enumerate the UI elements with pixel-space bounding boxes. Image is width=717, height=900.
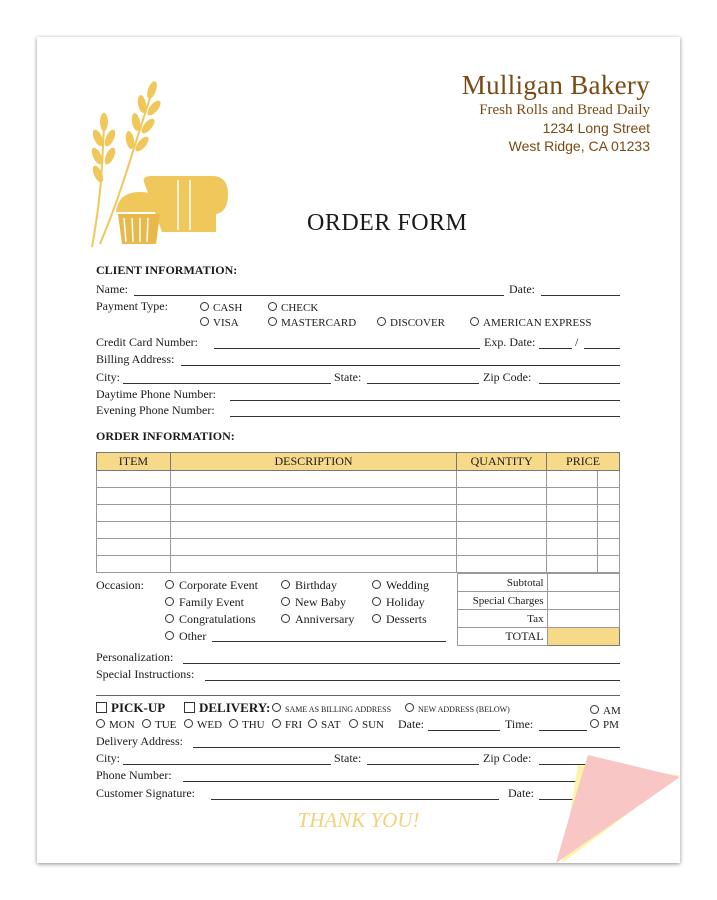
delivery-zip-label: Zip Code:	[483, 751, 532, 765]
special-charges-field[interactable]	[547, 592, 619, 610]
cc-field[interactable]	[214, 348, 480, 349]
special-instructions-field[interactable]	[205, 680, 620, 681]
delivery-address-label: Delivery Address:	[96, 734, 183, 748]
day-phone-field[interactable]	[230, 400, 620, 401]
bakery-tagline: Fresh Rolls and Bread Daily	[479, 102, 650, 118]
signature-label: Customer Signature:	[96, 786, 195, 800]
subtotal-label: Subtotal	[458, 574, 548, 592]
delivery-city-label: City:	[96, 751, 121, 765]
totals-table	[457, 573, 620, 646]
col-item: ITEM	[97, 453, 171, 471]
state-label: State:	[334, 370, 362, 384]
total-label: TOTAL	[458, 628, 548, 646]
day-sun-radio[interactable]: SUN	[349, 719, 384, 731]
delivery-checkbox[interactable]: DELIVERY:	[184, 700, 270, 716]
payment-discover-radio[interactable]: DISCOVER	[377, 317, 445, 329]
name-field[interactable]	[134, 295, 504, 296]
day-mon-radio[interactable]: MON	[96, 719, 135, 731]
delivery-phone-label: Phone Number:	[96, 768, 172, 782]
delivery-city-field[interactable]	[123, 764, 331, 765]
city-field[interactable]	[123, 383, 331, 384]
exp-separator: /	[575, 335, 579, 349]
exp-month-field[interactable]	[539, 348, 572, 349]
col-price: PRICE	[547, 453, 620, 471]
bakery-header	[462, 70, 650, 155]
occasion-other-field[interactable]	[212, 641, 446, 642]
occasion-wedding-radio[interactable]: Wedding	[372, 578, 429, 593]
payment-type-label: Payment Type:	[96, 299, 168, 313]
bakery-street: 1234 Long Street	[542, 120, 650, 136]
occasion-desserts-radio[interactable]: Desserts	[372, 612, 427, 627]
bakery-name: Mulligan Bakery	[461, 70, 650, 100]
delivery-date-field[interactable]	[428, 730, 500, 731]
tax-field[interactable]	[547, 610, 619, 628]
occasion-congrats-radio[interactable]: Congratulations	[165, 612, 256, 627]
date-field[interactable]	[541, 295, 620, 296]
same-address-radio[interactable]: SAME AS BILLING ADDRESS	[272, 703, 391, 714]
day-tue-radio[interactable]: TUE	[142, 719, 176, 731]
payment-mastercard-radio[interactable]: MASTERCARD	[268, 317, 356, 329]
page-curl-decoration	[548, 745, 688, 870]
eve-phone-label: Evening Phone Number:	[96, 403, 215, 417]
personalization-field[interactable]	[183, 663, 620, 664]
table-row[interactable]	[97, 471, 620, 488]
table-row[interactable]	[97, 522, 620, 539]
occasion-family-radio[interactable]: Family Event	[165, 595, 244, 610]
day-sat-radio[interactable]: SAT	[308, 719, 341, 731]
tax-label: Tax	[458, 610, 548, 628]
delivery-time-label: Time:	[505, 717, 534, 731]
occasion-newbaby-radio[interactable]: New Baby	[281, 595, 346, 610]
occasion-label: Occasion:	[96, 578, 144, 592]
table-row[interactable]	[97, 505, 620, 522]
order-info-heading: ORDER INFORMATION:	[96, 429, 235, 443]
total-field[interactable]	[547, 628, 619, 646]
billing-label: Billing Address:	[96, 352, 175, 366]
table-row[interactable]	[97, 556, 620, 573]
col-quantity: QUANTITY	[457, 453, 547, 471]
city-label: City:	[96, 370, 121, 384]
signature-date-label: Date:	[508, 786, 534, 800]
table-row[interactable]	[97, 488, 620, 505]
occasion-anniversary-radio[interactable]: Anniversary	[281, 612, 354, 627]
eve-phone-field[interactable]	[230, 416, 620, 417]
am-radio[interactable]: AM	[590, 705, 621, 717]
table-row[interactable]	[97, 539, 620, 556]
client-info-heading: CLIENT INFORMATION:	[96, 263, 238, 277]
day-phone-label: Daytime Phone Number:	[96, 387, 216, 401]
name-label: Name:	[96, 282, 128, 296]
special-instructions-label: Special Instructions:	[96, 667, 195, 681]
occasion-other-radio[interactable]: Other	[165, 629, 206, 644]
day-thu-radio[interactable]: THU	[229, 719, 265, 731]
section-divider	[96, 695, 620, 696]
signature-field[interactable]	[211, 799, 499, 800]
occasion-holiday-radio[interactable]: Holiday	[372, 595, 425, 610]
exp-year-field[interactable]	[584, 348, 620, 349]
thank-you-text: THANK YOU!	[297, 808, 420, 832]
subtotal-field[interactable]	[547, 574, 619, 592]
delivery-date-label: Date:	[398, 717, 424, 731]
delivery-state-label: State:	[334, 751, 362, 765]
date-label: Date:	[509, 282, 535, 296]
pm-radio[interactable]: PM	[590, 719, 619, 731]
billing-field[interactable]	[181, 365, 620, 366]
payment-visa-radio[interactable]: VISA	[200, 317, 239, 329]
form-title: ORDER FORM	[307, 210, 468, 236]
occasion-corporate-radio[interactable]: Corporate Event	[165, 578, 258, 593]
order-items-table	[96, 452, 620, 573]
cc-label: Credit Card Number:	[96, 335, 198, 349]
day-wed-radio[interactable]: WED	[184, 719, 222, 731]
day-fri-radio[interactable]: FRI	[272, 719, 302, 731]
bakery-city: West Ridge, CA 01233	[508, 138, 650, 154]
col-description: DESCRIPTION	[170, 453, 456, 471]
zip-field[interactable]	[539, 383, 620, 384]
payment-amex-radio[interactable]: AMERICAN EXPRESS	[470, 317, 592, 329]
special-charges-label: Special Charges	[458, 592, 548, 610]
occasion-birthday-radio[interactable]: Birthday	[281, 578, 337, 593]
zip-label: Zip Code:	[483, 370, 532, 384]
new-address-radio[interactable]: NEW ADDRESS (BELOW)	[405, 703, 510, 714]
payment-check-radio[interactable]: CHECK	[268, 302, 318, 314]
delivery-state-field[interactable]	[367, 764, 479, 765]
state-field[interactable]	[367, 383, 479, 384]
payment-cash-radio[interactable]: CASH	[200, 302, 242, 314]
pickup-checkbox[interactable]: PICK-UP	[96, 700, 165, 716]
wheat-bread-logo	[82, 72, 232, 252]
exp-label: Exp. Date:	[484, 335, 536, 349]
personalization-label: Personalization:	[96, 650, 174, 664]
delivery-time-field[interactable]	[539, 730, 587, 731]
